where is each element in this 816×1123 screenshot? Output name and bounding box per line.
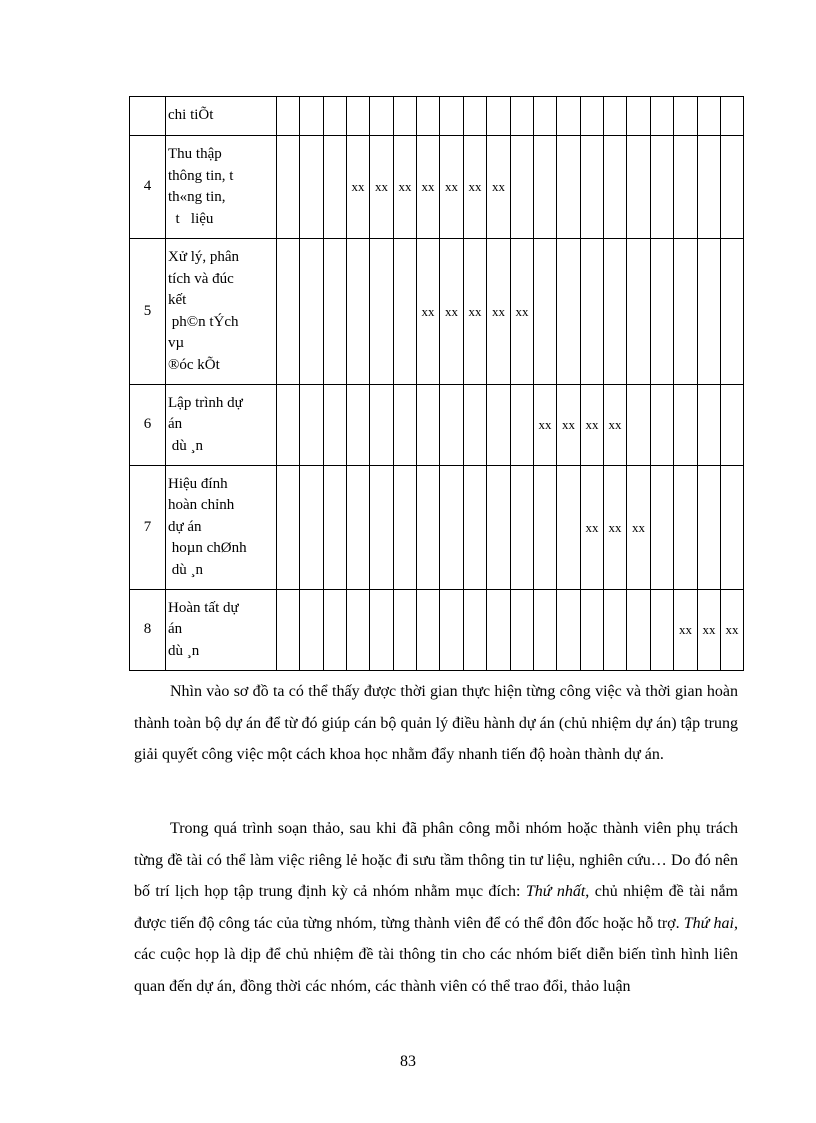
schedule-cell	[698, 385, 721, 466]
schedule-cell	[394, 239, 417, 385]
schedule-cell	[394, 97, 417, 136]
schedule-cell	[627, 590, 651, 671]
emphasis-first: Thứ nhất	[525, 883, 586, 900]
schedule-cell	[370, 590, 394, 671]
schedule-mark: xx	[534, 385, 557, 466]
task-name-line: hoµn chØnh	[168, 540, 247, 557]
schedule-mark: xx	[464, 239, 487, 385]
task-number: 8	[130, 590, 166, 671]
schedule-cell	[604, 239, 627, 385]
schedule-mark: xx	[627, 466, 651, 590]
emphasis-second: Thứ hai	[683, 914, 734, 932]
schedule-mark: xx	[487, 239, 511, 385]
task-name-line: án	[168, 621, 183, 638]
schedule-cell	[721, 136, 744, 239]
schedule-cell	[674, 466, 698, 590]
task-name-line: th«ng tin,	[168, 189, 226, 205]
schedule-cell	[674, 136, 698, 239]
schedule-cell	[300, 239, 324, 385]
schedule-cell	[370, 239, 394, 385]
schedule-cell	[324, 136, 347, 239]
schedule-mark: xx	[511, 239, 534, 385]
task-name-line: Hoàn tất dự	[168, 599, 239, 616]
task-name-line: hoàn chỉnh	[168, 497, 235, 514]
paragraph-2-text-c: , các cuộc họp là dịp để chủ nhiệm đề tài thông tin cho các nhóm biết diễn biến tình hình liên quan đến dự án, đồng thời các nhóm, các thành viên có thể trao đổi, thảo luận	[134, 914, 738, 995]
schedule-cell	[324, 239, 347, 385]
schedule-cell	[674, 385, 698, 466]
schedule-cell	[581, 97, 604, 136]
schedule-cell	[370, 385, 394, 466]
task-name-line: chi tiÕt	[168, 107, 214, 124]
task-name-line: Thu thập	[168, 146, 222, 162]
task-name-line: dù ¸n	[168, 642, 200, 659]
schedule-cell	[394, 466, 417, 590]
paragraph-1-text: Nhìn vào sơ đồ ta có thể thấy được thời gian thực hiện từng công việc và thời gian hoàn thành toàn bộ dự án để từ đó giúp cán bộ quản lý điều hành dự án (chủ nhiệm dự án) tập trung giải quyết công việc một cách khoa học nhằm đẩy nhanh tiến độ hoàn thành dự án.	[134, 683, 738, 763]
schedule-cell	[581, 590, 604, 671]
schedule-cell	[417, 97, 440, 136]
schedule-cell	[324, 590, 347, 671]
schedule-cell	[674, 97, 698, 136]
paragraph-2	[134, 813, 738, 1002]
schedule-cell	[698, 466, 721, 590]
schedule-cell	[487, 590, 511, 671]
schedule-cell	[674, 239, 698, 385]
task-name-line: dù ¸n	[168, 437, 203, 454]
schedule-mark: xx	[347, 136, 370, 239]
schedule-cell	[534, 466, 557, 590]
schedule-cell	[698, 97, 721, 136]
task-name-line: Lập trình dự	[168, 394, 243, 411]
schedule-cell	[300, 590, 324, 671]
schedule-cell	[511, 466, 534, 590]
schedule-cell	[464, 385, 487, 466]
task-name-line: Xử lý, phân	[168, 249, 240, 265]
schedule-mark: xx	[440, 136, 464, 239]
schedule-cell	[721, 466, 744, 590]
task-name-line: ®óc kÕt	[168, 356, 220, 373]
schedule-cell	[347, 466, 370, 590]
task-number	[130, 97, 166, 136]
task-number: 4	[130, 136, 166, 239]
schedule-cell	[300, 466, 324, 590]
schedule-mark: xx	[394, 136, 417, 239]
schedule-cell	[627, 385, 651, 466]
schedule-mark: xx	[557, 385, 581, 466]
task-name	[166, 590, 277, 671]
schedule-cell	[394, 590, 417, 671]
schedule-cell	[511, 590, 534, 671]
page-number: 83	[400, 1053, 416, 1070]
task-name-line: dự án	[168, 518, 202, 535]
schedule-cell	[324, 466, 347, 590]
schedule-cell	[557, 590, 581, 671]
schedule-cell	[581, 136, 604, 239]
schedule-mark: xx	[721, 590, 744, 671]
schedule-cell	[627, 239, 651, 385]
schedule-cell	[511, 97, 534, 136]
schedule-mark: xx	[417, 136, 440, 239]
paragraph-2-text-b: , chủ nhiệm đề tài nắm được tiến độ công tác của từng nhóm, từng thành viên để có thể đôn đốc hoặc hỗ trợ.	[134, 883, 738, 932]
table-row	[130, 590, 744, 671]
table-row	[130, 239, 744, 385]
schedule-cell	[557, 136, 581, 239]
schedule-cell	[324, 385, 347, 466]
schedule-cell	[417, 466, 440, 590]
schedule-cell	[440, 466, 464, 590]
task-name-line: ph©n tÝch	[168, 313, 239, 330]
schedule-cell	[300, 97, 324, 136]
task-name-line: Hiệu đính	[168, 475, 228, 492]
schedule-cell	[651, 385, 674, 466]
schedule-cell	[324, 97, 347, 136]
schedule-cell	[277, 136, 300, 239]
schedule-cell	[581, 239, 604, 385]
schedule-mark: xx	[487, 136, 511, 239]
schedule-cell	[417, 385, 440, 466]
task-name	[166, 385, 277, 466]
schedule-mark: xx	[698, 590, 721, 671]
table-row	[130, 97, 744, 136]
task-number: 5	[130, 239, 166, 385]
schedule-cell	[347, 590, 370, 671]
schedule-cell	[557, 466, 581, 590]
schedule-cell	[277, 97, 300, 136]
task-name-line: vµ	[168, 335, 185, 351]
schedule-cell	[721, 239, 744, 385]
schedule-cell	[698, 239, 721, 385]
schedule-cell	[277, 239, 300, 385]
schedule-cell	[440, 385, 464, 466]
schedule-mark: xx	[417, 239, 440, 385]
schedule-cell	[487, 97, 511, 136]
schedule-cell	[487, 466, 511, 590]
schedule-cell	[721, 97, 744, 136]
schedule-mark: xx	[464, 136, 487, 239]
schedule-mark: xx	[370, 136, 394, 239]
table-row	[130, 136, 744, 239]
schedule-cell	[277, 385, 300, 466]
schedule-cell	[300, 385, 324, 466]
schedule-cell	[394, 385, 417, 466]
schedule-cell	[347, 385, 370, 466]
schedule-cell	[721, 385, 744, 466]
task-number: 6	[130, 385, 166, 466]
schedule-cell	[627, 136, 651, 239]
table-row	[130, 466, 744, 590]
schedule-mark: xx	[581, 466, 604, 590]
schedule-cell	[557, 239, 581, 385]
schedule-cell	[534, 590, 557, 671]
schedule-cell	[651, 136, 674, 239]
schedule-cell	[440, 97, 464, 136]
schedule-cell	[417, 590, 440, 671]
schedule-cell	[347, 239, 370, 385]
schedule-cell	[534, 97, 557, 136]
schedule-mark: xx	[674, 590, 698, 671]
task-name-line: t liệu	[168, 210, 214, 227]
schedule-cell	[370, 466, 394, 590]
task-name-line: thông tin, t	[168, 167, 234, 184]
schedule-cell	[534, 239, 557, 385]
schedule-cell	[277, 590, 300, 671]
schedule-cell	[604, 97, 627, 136]
schedule-cell	[698, 136, 721, 239]
task-name-line: dù ¸n	[168, 561, 203, 578]
schedule-cell	[347, 97, 370, 136]
schedule-cell	[604, 590, 627, 671]
schedule-cell	[511, 385, 534, 466]
task-name	[166, 136, 277, 239]
schedule-cell	[627, 97, 651, 136]
task-name	[166, 466, 277, 590]
schedule-cell	[604, 136, 627, 239]
schedule-cell	[651, 239, 674, 385]
schedule-cell	[464, 590, 487, 671]
schedule-mark: xx	[604, 466, 627, 590]
schedule-cell	[370, 97, 394, 136]
schedule-cell	[534, 136, 557, 239]
schedule-cell	[511, 136, 534, 239]
schedule-cell	[300, 136, 324, 239]
schedule-cell	[464, 466, 487, 590]
schedule-mark: xx	[581, 385, 604, 466]
schedule-cell	[487, 385, 511, 466]
task-name-line: án	[168, 416, 183, 433]
schedule-cell	[651, 466, 674, 590]
schedule-cell	[651, 590, 674, 671]
schedule-cell	[557, 97, 581, 136]
table-row	[130, 385, 744, 466]
schedule-cell	[651, 97, 674, 136]
task-number: 7	[130, 466, 166, 590]
paragraph-2-text-a: Trong quá trình soạn thảo, sau khi đã phân công mỗi nhóm hoặc thành viên phụ trách từng đề tài có thể làm việc riêng lẻ hoặc đi sưu tầm thông tin tư liệu, nghiên cứu… Do đó nên bố trí lịch họp tập trung định kỳ cả nhóm nhằm mục đích:	[134, 820, 738, 900]
task-name	[166, 239, 277, 385]
schedule-cell	[440, 590, 464, 671]
paragraph-1	[134, 676, 738, 771]
schedule-table	[129, 96, 744, 671]
task-name-line: tích và đúc	[168, 270, 234, 287]
schedule-cell	[464, 97, 487, 136]
task-name-line: kết	[168, 292, 187, 308]
schedule-cell	[277, 466, 300, 590]
task-name	[166, 97, 277, 136]
schedule-mark: xx	[440, 239, 464, 385]
schedule-mark: xx	[604, 385, 627, 466]
